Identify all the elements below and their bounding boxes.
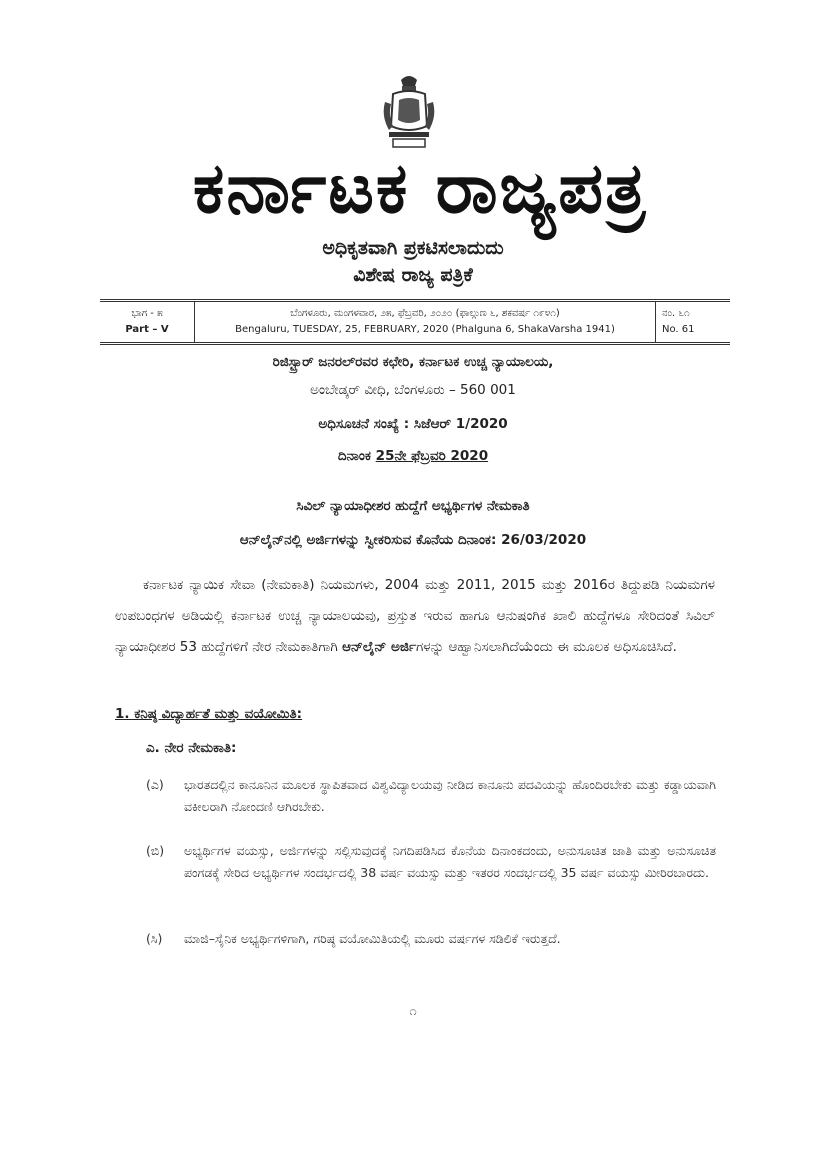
issue-number-english: No. 61 xyxy=(662,324,695,335)
notification-date-value: 25ನೇ ಫೆಬ್ರವರಿ 2020 xyxy=(375,448,489,464)
office-address-line1: ರಿಜಿಸ್ಟ್ರಾರ್ ಜನರಲ್‌ರವರ ಕಛೇರಿ, ಕರ್ನಾಟಕ ಉಚ್ಚ ನ್ಯಾಯಾಲಯ, xyxy=(272,354,554,370)
list-item xyxy=(146,840,716,884)
intro-text-part2: ಗಳನ್ನು ಆಹ್ವಾನಿಸಲಾಗಿದೆಯೆಂದು ಈ ಮೂಲಕ ಅಧಿಸೂಚಿಸಿದೆ. xyxy=(415,639,677,655)
issue-part xyxy=(100,302,195,342)
gazette-title: ಕರ್ನಾಟಕ ರಾಜ್ಯಪತ್ರ xyxy=(192,147,648,229)
subject-line1: ಸಿವಿಲ್ ನ್ಯಾಯಾಧೀಶರ ಹುದ್ದೆಗೆ ಅಭ್ಯರ್ಥಿಗಳ ನೇಮಕಾತಿ xyxy=(296,498,530,514)
notification-date xyxy=(0,448,826,464)
issue-number-kannada: ನಂ. ೬೧ xyxy=(662,308,690,319)
list-item xyxy=(146,774,716,818)
notification-number: ಅಧಿಸೂಚನೆ ಸಂಖ್ಯೆ : ಸಿಜೆಆರ್ 1/2020 xyxy=(318,416,508,432)
intro-text-bold: ಆನ್‌ಲೈನ್ ಅರ್ಜಿ xyxy=(342,639,416,655)
list-item-text: ಅಭ್ಯರ್ಥಿಗಳ ವಯಸ್ಸು, ಅರ್ಜಿಗಳನ್ನು ಸಲ್ಲಿಸುವುದಕ್ಕೆ ನಿಗದಿಪಡಿಸಿದ ಕೊನೆಯ ದಿನಾಂಕದಂದು, ಅನುಸೂಚಿತ ಜಾತಿ ಮತ್ತು ಅನುಸೂಚಿತ ಪಂಗಡಕ್ಕೆ ಸೇರಿದ ಅಭ್ಯರ್ಥಿಗಳ ಸಂದರ್ಭದಲ್ಲಿ 38 ವರ್ಷ ವಯಸ್ಸು ಮತ್ತು ಇತರರ ಸಂದರ್ಭದಲ್ಲಿ 35 ವರ್ಷ ವಯಸ್ಸು ಮೀರಿರಬಾರದು. xyxy=(184,843,716,880)
list-item-marker: (ಬಿ) xyxy=(146,843,165,858)
issue-number xyxy=(656,302,730,342)
issue-date-kannada: ಬೆಂಗಳೂರು, ಮಂಗಳವಾರ, ೨೫, ಫೆಬ್ರವರಿ, ೨೦೨೦ (ಫಾಲ್ಗುಣ ೬, ಶಕವರ್ಷ ೧೯೪೧) xyxy=(290,308,560,319)
issue-date xyxy=(195,302,656,342)
intro-text-part1: ಕರ್ನಾಟಕ ನ್ಯಾಯಿಕ ಸೇವಾ (ನೇಮಕಾತಿ) ನಿಯಮಗಳು, 2004 ಮತ್ತು 2011, 2015 ಮತ್ತು 2016ರ ತಿದ್ದುಪಡಿ ನಿಯಮಗಳ ಉಪಬಂಧಗಳ ಅಡಿಯಲ್ಲಿ ಕರ್ನಾಟಕ ಉಚ್ಚ ನ್ಯಾಯಾಲಯವು, ಪ್ರಸ್ತುತ ಇರುವ ಹಾಗೂ ಆನುಷಂಗಿಕ ಖಾಲಿ ಹುದ್ದೆಗಳೂ ಸೇರಿದಂತೆ ಸಿವಿಲ್ ನ್ಯಾಯಾಧೀಶರ 53 ಹುದ್ದೆಗಳಿಗೆ ನೇರ ನೇಮಕಾತಿಗಾಗಿ xyxy=(115,577,715,655)
issue-part-kannada: ಭಾಗ - ೫ xyxy=(131,308,163,319)
notification-date-prefix: ದಿನಾಂಕ xyxy=(337,448,371,464)
list-item xyxy=(146,928,716,950)
office-address-line2: ಅಂಬೇಡ್ಕರ್ ವೀಧಿ, ಬೆಂಗಳೂರು – 560 001 xyxy=(310,382,516,398)
list-item-text: ಮಾಜಿ–ಸೈನಿಕ ಅಭ್ಯರ್ಥಿಗಳಿಗಾಗಿ, ಗರಿಷ್ಠ ವಯೋಮಿತಿಯಲ್ಲಿ ಮೂರು ವರ್ಷಗಳ ಸಡಿಲಿಕೆ ಇರುತ್ತದೆ. xyxy=(184,931,561,946)
list-item-text: ಭಾರತದಲ್ಲಿನ ಕಾನೂನಿನ ಮೂಲಕ ಸ್ಥಾಪಿತವಾದ ವಿಶ್ವವಿದ್ಯಾಲಯವು ನೀಡಿದ ಕಾನೂನು ಪದವಿಯನ್ನು ಹೊಂದಿರಬೇಕು ಮತ್ತು ಕಡ್ಡಾಯವಾಗಿ ವಕೀಲರಾಗಿ ನೋಂದಣಿ ಆಗಿರಬೇಕು. xyxy=(184,777,716,814)
gazette-subtitle-extraordinary: ವಿಶೇಷ ರಾಜ್ಯ ಪತ್ರಿಕೆ xyxy=(353,264,473,286)
page-number: ೧ xyxy=(409,1004,417,1019)
intro-paragraph xyxy=(115,570,715,663)
list-item-marker: (ಸಿ) xyxy=(146,931,163,946)
issue-date-english: Bengaluru, TUESDAY, 25, FEBRUARY, 2020 (Phalguna 6, ShakaVarsha 1941) xyxy=(235,324,615,335)
subsection-a-heading: ಎ. ನೇರ ನೇಮಕಾತಿ: xyxy=(146,740,237,756)
issue-part-english: Part – V xyxy=(125,324,169,335)
issue-info-bar xyxy=(100,299,730,345)
subject-line2: ಆನ್‌ಲೈನ್‌ನಲ್ಲಿ ಅರ್ಜಿಗಳನ್ನು ಸ್ವೀಕರಿಸುವ ಕೊನೆಯ ದಿನಾಂಕ: 26/03/2020 xyxy=(239,532,587,548)
list-item-marker: (ಎ) xyxy=(146,777,164,792)
section1-heading: 1. ಕನಿಷ್ಠ ವಿದ್ಯಾರ್ಹತೆ ಮತ್ತು ವಯೋಮಿತಿ: xyxy=(115,706,303,722)
gazette-subtitle-official: ಅಧಿಕೃತವಾಗಿ ಪ್ರಕಟಿಸಲಾದುದು xyxy=(322,237,504,259)
